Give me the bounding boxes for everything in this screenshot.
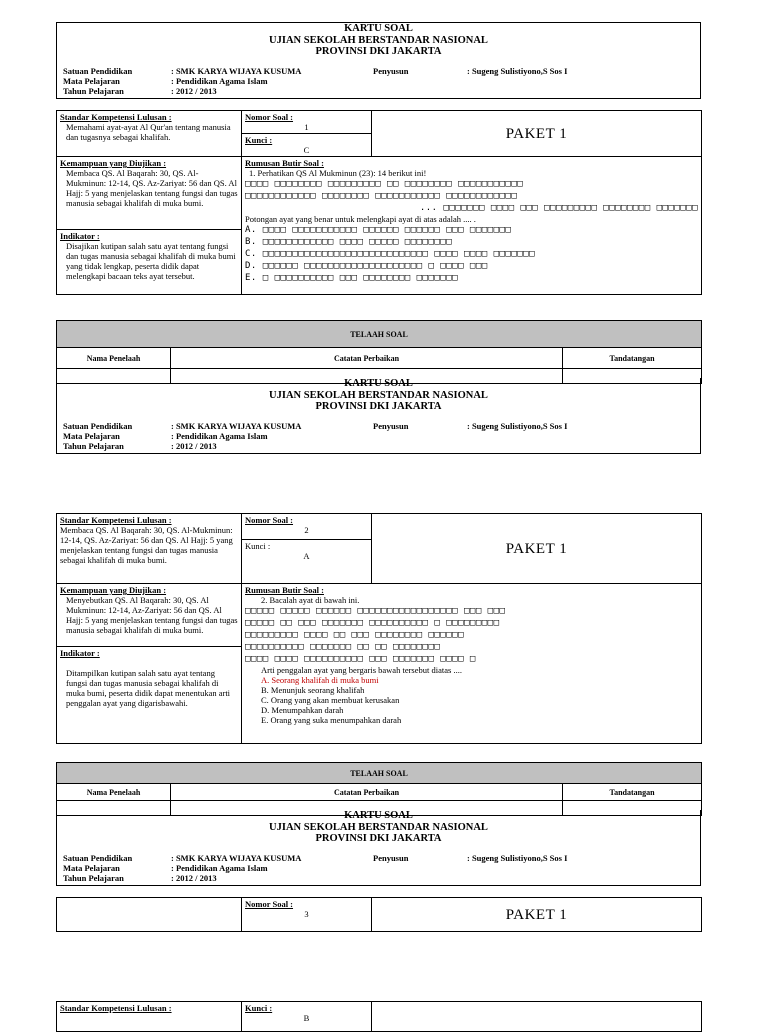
card1-kunci-value: C <box>303 145 310 155</box>
card2-kemampuan-cell <box>57 584 242 647</box>
mapel-label: Mata Pelajaran <box>63 430 120 441</box>
card1-indikator-text: Disajikan kutipan salah satu ayat tentang fungsi dan tugas manusia sebagai khalifah di muka bumi yang tidak lengkap, peserta didik dapat melengkapi bacaan teks ayat tersebut. <box>66 241 236 281</box>
penyusun-label: Penyusun <box>373 65 409 76</box>
card2-option-b: B. Menunjuk seorang khalifah <box>261 685 365 695</box>
card1-prompt: Potongan ayat yang benar untuk melengkapi ayat di atas adalah .... . <box>245 214 476 224</box>
header-title-1: KARTU SOAL <box>344 378 413 389</box>
telaah1-col-catatan: Catatan Perbaikan <box>171 348 563 369</box>
mapel-value: : Pendidikan Agama Islam <box>171 430 268 441</box>
card3-paket: PAKET 1 <box>372 898 702 932</box>
card1-arabic-3: ... □□□□□□□ □□□□ □□□ □□□□□□□□□ □□□□□□□□ □□□□□□□ <box>419 203 698 213</box>
card2-prompt: Arti penggalan ayat yang bergaris bawah tersebut diatas .... <box>261 665 462 675</box>
card2-kunci-value: A <box>303 551 310 561</box>
header-title-3: PROVINSI DKI JAKARTA <box>315 833 442 844</box>
skl-label: Standar Kompetensi Lulusan : <box>60 515 172 525</box>
card2-rumusan-cell <box>242 584 702 744</box>
card3-nomor-value: 3 <box>304 909 309 919</box>
mapel-value: : Pendidikan Agama Islam <box>171 862 268 873</box>
card2-kemampuan-text: Menyebutkan QS. Al Baqarah: 30, QS. Al Mukminun: 12-14, Az-Zariyat: 56 dan QS. Al Hajj: 5 yang menjelaskan tentang fungsi dan tugas manusia sebagai khalifah di muka bumi. <box>66 595 238 635</box>
card3-kunci-cell <box>242 1002 372 1032</box>
card2-table <box>56 513 702 744</box>
card1-indikator-cell <box>57 230 242 295</box>
kunci-label: Kunci : <box>245 1003 273 1013</box>
card2-arabic-5: □□□□ □□□□ □□□□□□□□□□ □□□ □□□□□□□ □□□□ □ <box>245 654 476 664</box>
tahun-label: Tahun Pelajaran <box>63 872 124 883</box>
card1-paket: PAKET 1 <box>372 111 702 157</box>
header-title-3: PROVINSI DKI JAKARTA <box>315 401 442 412</box>
card1-meta <box>57 58 700 98</box>
satuan-value: : SMK KARYA WIJAYA KUSUMA <box>171 852 302 863</box>
card1-kunci-cell <box>242 134 372 157</box>
card1-arabic-2: □□□□□□□□□□□□ □□□□□□□□ □□□□□□□□□□□ □□□□□□□□□□□□ <box>245 191 518 201</box>
kemampuan-label: Kemampuan yang Diujikan : <box>60 158 167 168</box>
card2-nomor-cell <box>242 514 372 540</box>
card2-kunci-cell <box>242 540 372 584</box>
card2-option-a: A. Seorang khalifah di muka bumi <box>261 675 379 685</box>
indikator-label: Indikator : <box>60 648 100 658</box>
telaah1-col-nama: Nama Penelaah <box>57 348 171 369</box>
mapel-label: Mata Pelajaran <box>63 862 120 873</box>
indikator-label: Indikator : <box>60 231 100 241</box>
penyusun-label: Penyusun <box>373 852 409 863</box>
telaah2-col-tandatangan: Tandatangan <box>563 784 702 801</box>
card3-table-top <box>56 897 702 932</box>
satuan-label: Satuan Pendidikan <box>63 65 133 76</box>
telaah2-col-nama: Nama Penelaah <box>57 784 171 801</box>
card3-empty-cell <box>372 1002 702 1032</box>
card1-rumusan-cell <box>242 157 702 295</box>
card1-question: 1. Perhatikan QS Al Mukminun (23): 14 berikut ini! <box>249 168 427 178</box>
card1-option-b: B. □□□□□□□□□□□□ □□□□ □□□□□ □□□□□□□□ <box>245 237 453 247</box>
card1-option-e: E. □ □□□□□□□□□□ □□□ □□□□□□□□ □□□□□□□ <box>245 273 459 283</box>
tahun-value: : 2012 / 2013 <box>171 85 217 96</box>
tahun-value: : 2012 / 2013 <box>171 440 217 451</box>
card3-top <box>56 897 701 932</box>
tahun-value: : 2012 / 2013 <box>171 872 217 883</box>
card2-header <box>56 378 701 454</box>
card1-option-c: C. □□□□□□□□□□□□□□□□□□□□□□□□□□□□ □□□□ □□□□ □□□□□□□ <box>245 249 536 259</box>
card1-nomor-value: 1 <box>304 122 309 132</box>
satuan-label: Satuan Pendidikan <box>63 852 133 863</box>
satuan-value: : SMK KARYA WIJAYA KUSUMA <box>171 420 302 431</box>
card3-header <box>56 810 701 886</box>
tahun-label: Tahun Pelajaran <box>63 440 124 451</box>
card2-meta <box>57 413 700 453</box>
mapel-value: : Pendidikan Agama Islam <box>171 75 268 86</box>
card3-nomor-cell <box>242 898 372 932</box>
telaah2-col-catatan: Catatan Perbaikan <box>171 784 563 801</box>
kemampuan-label: Kemampuan yang Diujikan : <box>60 585 167 595</box>
telaah2-table <box>56 762 702 816</box>
card1-table <box>56 110 702 295</box>
card2-indikator-cell <box>57 647 242 744</box>
card2-skl-cell <box>57 514 242 584</box>
card2-paket: PAKET 1 <box>372 514 702 584</box>
card1-kemampuan-text: Membaca QS. Al Baqarah: 30, QS. Al-Mukminun: 12-14, QS. Az-Zariyat: 56 dan QS. Al Hajj: 5 yang menjelaskan tentang fungsi dan tugas manusia sebagai khalifah di muka bumi. <box>66 168 238 208</box>
telaah1-table <box>56 320 702 384</box>
penyusun-value: : Sugeng Sulistiyono,S Sos I <box>467 852 568 863</box>
card2-arabic-1: □□□□□ □□□□□ □□□□□□ □□□□□□□□□□□□□□□□□ □□□ □□□ <box>245 606 506 616</box>
header-title-2: UJIAN SEKOLAH BERSTANDAR NASIONAL <box>269 821 488 833</box>
card2-arabic-3: □□□□□□□□□ □□□□ □□ □□□ □□□□□□□□ □□□□□□ <box>245 630 464 640</box>
card3-bottom <box>56 1001 701 1032</box>
kunci-label: Kunci : <box>245 135 273 145</box>
card2-question: 2. Bacalah ayat di bawah ini. <box>261 595 360 605</box>
card1-nomor-cell <box>242 111 372 134</box>
telaah1-col-tandatangan: Tandatangan <box>563 348 702 369</box>
nomor-label: Nomor Soal : <box>245 515 294 525</box>
card2-indikator-text: Ditampilkan kutipan salah satu ayat tentang fungsi dan tugas manusia sebagai khalifah di muka bumi, peserta didik dapat menentukan arti penggalan ayat yang digarisbawahi. <box>66 668 231 708</box>
card1-body <box>56 110 701 295</box>
card1-arabic-1: □□□□ □□□□□□□□ □□□□□□□□□ □□ □□□□□□□□ □□□□□□□□□□□ <box>245 179 524 189</box>
card2-nomor-value: 2 <box>304 525 309 535</box>
telaah1-title: TELAAH SOAL <box>57 321 702 348</box>
card2-skl-text: Membaca QS. Al Baqarah: 30, QS. Al-Mukminun: 12-14, QS. Az-Zariyat: 56 dan QS. Al Hajj: 5 yang menjelaskan tentang fungsi dan tugas manusia sebagai khalifah di muka bumi. <box>60 525 233 565</box>
telaah1 <box>56 320 701 384</box>
satuan-label: Satuan Pendidikan <box>63 420 133 431</box>
skl-label: Standar Kompetensi Lulusan : <box>60 112 172 122</box>
header-title-2: UJIAN SEKOLAH BERSTANDAR NASIONAL <box>269 34 488 46</box>
card2-arabic-4: □□□□□□□□□□ □□□□□□□ □□ □□ □□□□□□□□ <box>245 642 441 652</box>
header-title-3: PROVINSI DKI JAKARTA <box>315 46 442 57</box>
card1-option-d: D. □□□□□□ □□□□□□□□□□□□□□□□□□□□ □ □□□□ □□□ <box>245 261 488 271</box>
mapel-label: Mata Pelajaran <box>63 75 120 86</box>
rumusan-label: Rumusan Butir Soal : <box>245 585 324 595</box>
card2-arabic-2: □□□□□ □□ □□□ □□□□□□□ □□□□□□□□□□ □ □□□□□□□□□ <box>245 618 500 628</box>
penyusun-label: Penyusun <box>373 420 409 431</box>
header-title-1: KARTU SOAL <box>344 810 413 821</box>
card1-skl-cell <box>57 111 242 157</box>
penyusun-value: : Sugeng Sulistiyono,S Sos I <box>467 65 568 76</box>
card3-skl-cell-empty <box>57 898 242 932</box>
card3-skl-cell <box>57 1002 242 1032</box>
tahun-label: Tahun Pelajaran <box>63 85 124 96</box>
card2-option-e: E. Orang yang suka menumpahkan darah <box>261 715 402 725</box>
skl-label: Standar Kompetensi Lulusan : <box>60 1003 172 1013</box>
header-title-2: UJIAN SEKOLAH BERSTANDAR NASIONAL <box>269 389 488 401</box>
card1-option-a: A. □□□□ □□□□□□□□□□□ □□□□□□ □□□□□□ □□□ □□□□□□□ <box>245 225 512 235</box>
card3-kunci-value: B <box>303 1013 310 1023</box>
card2-option-d: D. Menumpahkan darah <box>261 705 344 715</box>
header-title-1: KARTU SOAL <box>344 23 413 34</box>
card2-option-c: C. Orang yang akan membuat kerusakan <box>261 695 400 705</box>
telaah2-title: TELAAH SOAL <box>57 763 702 784</box>
nomor-label: Nomor Soal : <box>245 112 294 122</box>
card1-header <box>56 22 701 99</box>
satuan-value: : SMK KARYA WIJAYA KUSUMA <box>171 65 302 76</box>
card1-kemampuan-cell <box>57 157 242 230</box>
rumusan-label: Rumusan Butir Soal : <box>245 158 324 168</box>
penyusun-value: : Sugeng Sulistiyono,S Sos I <box>467 420 568 431</box>
card1-skl-text: Memahami ayat-ayat Al Qur'an tentang manusia dan tugasnya sebagai khalifah. <box>66 122 231 142</box>
card3-meta <box>57 845 700 885</box>
telaah2 <box>56 762 701 816</box>
card2-body <box>56 513 701 744</box>
card3-table-bottom <box>56 1001 702 1032</box>
kunci-label: Kunci : <box>245 541 271 551</box>
nomor-label: Nomor Soal : <box>245 899 294 909</box>
